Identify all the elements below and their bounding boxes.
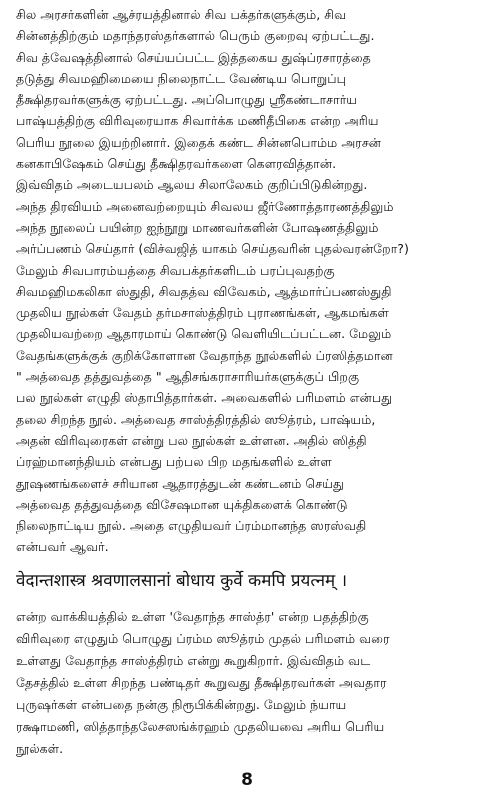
text-line: சில அரசர்களின் ஆச்ரயத்தினால் சிவ பக்தர்களுக்கும், சிவ <box>16 7 347 22</box>
book-page <box>16 4 478 796</box>
text-line: அதன் விரிவுரைகள் என்று பல நூல்கள் உள்ளன. அதில் ஸித்தி <box>16 432 367 448</box>
page-number: 8 <box>241 770 253 790</box>
text-line: என்ற வாக்கியத்தில் உள்ள 'வேதாந்த சாஸ்த்ர' என்ற பதத்திற்கு <box>16 608 369 624</box>
text-line: புருஷர்கள் என்பதை நன்கு நிரூபிக்கின்றது. மேலும் ந்யாய <box>16 696 347 712</box>
text-line: தலை சிறந்த நூல். அத்வைத சாஸ்த்திரத்தில் ஸூத்ரம், பாஷ்யம், <box>16 411 376 427</box>
text-line: அத்வைத தத்துவத்தை விசேஷமான யுக்திகளைக் கொண்டு <box>16 496 348 512</box>
text-line: அர்ப்பணம் செய்தார் (விச்வஜித் யாகம் செய்தவரின் புதல்வரன்றோ?) <box>16 241 409 257</box>
paragraph-history <box>16 4 478 558</box>
text-line: ரக்ஷாமணி, ஸித்தாந்தலேசஸங்க்ரஹம் முதலியவை அரிய பெரிய <box>16 718 385 734</box>
sanskrit-verse: वेदान्तशास्त्र श्रवणालसानां बोधाय कुर्वे कमपि प्रयत्नम् । <box>16 570 348 591</box>
text-line: அந்த திரவியம் அனைவற்றையும் சிவலய ஜீர்ணோத்தாரணத்திலும் <box>16 198 394 214</box>
text-line: விரிவுரை எழுதும் பொழுது ப்ரம்ம ஸூத்ரம் முதல் பரிமளம் வரை <box>16 630 390 646</box>
text-line: தூஷணங்களைச் சரியான ஆதாரத்துடன் கண்டனம் செய்து <box>16 475 344 491</box>
text-line: தீக்ஷிதரவர்களுக்கு ஏற்பட்டது. அப்பொழுது ஸ்ரீகண்டாசார்ய <box>16 92 358 108</box>
text-line: தடுத்து சிவமஹிமையை நிலைநாட்ட வேண்டிய பொறுப்பு <box>16 70 347 86</box>
text-line: நூல்கள். <box>16 740 64 756</box>
text-line: பல நூல்கள் எழுதி ஸ்தாபித்தார்கள். அவைகளில் பரிமளம் என்பது <box>16 390 393 406</box>
text-line: சின்னத்திற்கும் மதாந்தரஸ்தர்களால் பெரும் குறைவு ஏற்பட்டது. <box>16 28 375 44</box>
text-line: என்பவர் ஆவர். <box>16 539 109 555</box>
text-line: " அத்வைத தத்துவத்தை " ஆதிசங்கராசாரியர்களுக்குப் பிறகு <box>16 369 360 385</box>
paragraph-commentary <box>16 606 478 760</box>
text-line: உள்ளது வேதாந்த சாஸ்த்திரம் என்று கூறுகிறார். இவ்விதம் வட <box>16 652 371 668</box>
text-line: மேலும் சிவபாரம்யத்தை சிவபக்தர்களிடம் பரப்புவதற்கு <box>16 262 335 278</box>
text-line: சிவமஹிமகலிகா ஸ்துதி, சிவதத்வ விவேகம், ஆத்மார்ப்பணஸ்துதி <box>16 283 392 299</box>
text-line: அந்த நூலைப் பயின்ற ஐந்நூறு மாணவர்களின் போஷணத்திலும் <box>16 219 379 235</box>
text-line: தேசத்தில் உள்ள சிறந்த பண்டிதர் கூறுவது தீக்ஷிதரவர்கள் அவதார <box>16 674 387 690</box>
text-line: ப்ரஹ்மானந்தியம் என்பது பற்பல பிற மதங்களில் உள்ள <box>16 454 332 470</box>
text-line: நிலைநாட்டிய நூல். அதை எழுதியவர் ப்ரம்மானந்த ஸரஸ்வதி <box>16 518 367 534</box>
text-line: பெரிய நூலை இயற்றினார். இதைக் கண்ட சின்னபொம்ம அரசன் <box>16 134 382 150</box>
text-line: வேதங்களுக்குக் குறிக்கோளான வேதாந்த நூல்களில் ப்ரஸித்தமான <box>16 347 393 363</box>
text-line: இவ்விதம் அடையபலம் ஆலய சிலாலேகம் குறிப்பிடுகின்றது. <box>16 177 368 193</box>
text-line: கனகாபிஷேகம் செய்து தீக்ஷிதரவர்களை கௌரவித்தான். <box>16 156 337 172</box>
text-line: முதலியவற்றை ஆதாரமாய் கொண்டு வெளியிடப்பட்டன. மேலும் <box>16 326 392 342</box>
text-line: பாஷ்யத்திற்கு விரிவுரையாக சிவார்க்க மணிதீபிகை என்ற அரிய <box>16 113 379 129</box>
text-line: முதலிய நூல்கள் வேதம் தர்மசாஸ்த்திரம் புராணங்கள், ஆகமங்கள் <box>16 305 389 321</box>
text-line: சிவ த்வேஷத்தினால் செய்யப்பட்ட இத்தகைய துஷ்ப்ரசாரத்தை <box>16 49 371 65</box>
